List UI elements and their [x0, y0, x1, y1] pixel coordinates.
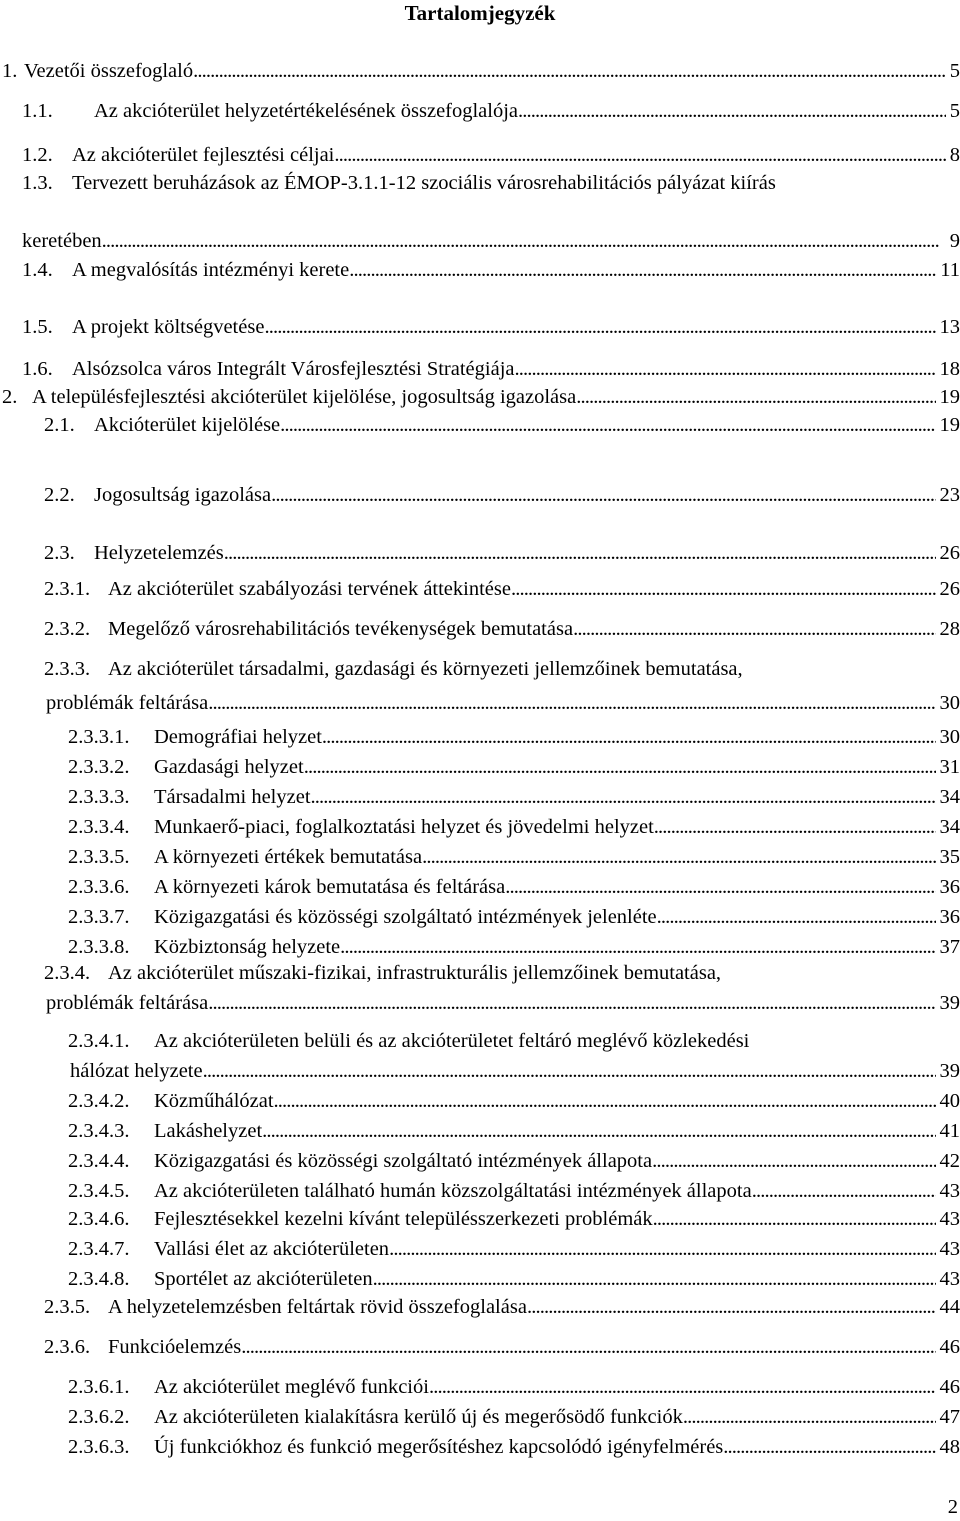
toc-entry[interactable]: [0, 1088, 960, 1118]
toc-entry[interactable]: [0, 1266, 960, 1296]
toc-entry-number: 2.3.6.2.: [68, 1406, 130, 1428]
toc-leader-dots: [505, 874, 935, 900]
toc-leader-dots: [304, 754, 936, 780]
toc-entry-title: Közműhálózat: [154, 1090, 274, 1112]
toc-entry-title: A településfejlesztési akcióterület kijelölése, jogosultság igazolása: [32, 386, 577, 408]
toc-entry-title: Társadalmi helyzet: [154, 786, 311, 808]
toc-entry[interactable]: [0, 540, 960, 570]
toc-leader-dots: [752, 1178, 936, 1204]
toc-entry[interactable]: [0, 874, 960, 904]
toc-entry-number: 2.3.4.: [44, 962, 91, 984]
toc-entry[interactable]: [0, 724, 960, 754]
toc-entry-page: 43: [939, 1268, 960, 1290]
toc-entry-page: 46: [939, 1376, 960, 1398]
toc-entry-title: A projekt költségvetése: [72, 316, 265, 338]
toc-entry-title: Új funkciókhoz és funkció megerősítéshez kapcsolódó igényfelmérés: [154, 1436, 724, 1458]
toc-leader-dots: [340, 934, 935, 960]
toc-entry[interactable]: [0, 1294, 960, 1324]
toc-entry-number: 2.3.3.7.: [68, 906, 130, 928]
toc-entry-title: Megelőző városrehabilitációs tevékenységek bemutatása: [108, 618, 574, 640]
toc-entry-title: Tervezett beruházások az ÉMOP-3.1.1-12 szociális városrehabilitációs pályázat kiírás: [72, 172, 776, 194]
toc-leader-dots: [723, 1434, 935, 1460]
toc-leader-dots: [657, 904, 936, 930]
toc-entry-page: 23: [939, 484, 960, 506]
toc-entry[interactable]: [0, 257, 960, 287]
toc-entry-page: 37: [939, 936, 960, 958]
toc-entry-page: 13: [939, 316, 960, 338]
toc-entry-title: Az akcióterület helyzetértékelésének összefoglalója: [94, 100, 519, 122]
toc-entry-page: 34: [939, 786, 960, 808]
toc-entry-number: 2.3.4.5.: [68, 1180, 130, 1202]
toc-entry-page: 11: [940, 259, 960, 281]
toc-leader-dots: [274, 1088, 936, 1114]
toc-leader-dots: [349, 257, 936, 283]
toc-leader-dots: [683, 1404, 936, 1430]
toc-entry-page: 43: [939, 1180, 960, 1202]
toc-entry[interactable]: [0, 1404, 960, 1434]
toc-entry-title: A helyzetelemzésben feltártak rövid összefoglalása: [108, 1296, 527, 1318]
toc-entry-number: 2.3.: [44, 542, 75, 564]
toc-entry-title: A környezeti értékek bemutatása: [154, 846, 423, 868]
toc-entry-page: 26: [939, 578, 960, 600]
toc-entry-page: 35: [939, 846, 960, 868]
toc-leader-dots: [515, 356, 936, 382]
toc-entry-title-continuation: problémák feltárása: [46, 692, 209, 714]
toc-leader-dots: [576, 384, 935, 410]
toc-leader-dots: [203, 1058, 936, 1084]
toc-entry-page: 48: [939, 1436, 960, 1458]
toc-entry[interactable]: [0, 1148, 960, 1178]
toc-entry-page: 46: [939, 1336, 960, 1358]
toc-entry[interactable]: [0, 784, 960, 814]
toc-entry-title: Alsózsolca város Integrált Városfejlesztési Stratégiája: [72, 358, 515, 380]
toc-entry-number: 2.3.3.: [44, 658, 91, 680]
toc-leader-dots: [652, 1148, 935, 1174]
toc-entry[interactable]: [0, 356, 960, 386]
toc-leader-dots: [527, 1294, 936, 1320]
toc-entry[interactable]: [0, 412, 960, 442]
toc-entry-number: 2.3.3.5.: [68, 846, 130, 868]
toc-entry-page: 40: [939, 1090, 960, 1112]
toc-leader-dots: [311, 784, 936, 810]
toc-entry-page: 5: [949, 100, 960, 122]
page-number: 2: [947, 1496, 958, 1518]
toc-entry-number: 2.3.3.1.: [68, 726, 130, 748]
toc-entry-title: Helyzetelemzés: [94, 542, 224, 564]
toc-entry[interactable]: [0, 314, 960, 344]
toc-entry[interactable]: [0, 656, 960, 720]
toc-entry-number: 1.1.: [22, 100, 53, 122]
toc-entry-page: 39: [939, 992, 960, 1014]
toc-leader-dots: [102, 228, 946, 254]
toc-entry-title: A megvalósítás intézményi kerete: [72, 259, 350, 281]
toc-entry-title: Demográfiai helyzet: [154, 726, 322, 748]
toc-leader-dots: [334, 142, 945, 168]
toc-entry[interactable]: [0, 1028, 960, 1088]
toc-leader-dots: [264, 314, 935, 340]
toc-leader-dots: [573, 616, 935, 642]
toc-entry[interactable]: [0, 1374, 960, 1404]
toc-entry[interactable]: [0, 1334, 960, 1364]
toc-leader-dots: [193, 58, 946, 84]
toc-leader-dots: [280, 412, 935, 438]
toc-entry[interactable]: [0, 482, 960, 512]
toc-entry-number: 2.3.6.: [44, 1336, 91, 1358]
toc-entry-number: 1.: [2, 60, 18, 82]
toc-entry-number: 2.3.5.: [44, 1296, 91, 1318]
toc-entry-title: Az akcióterület műszaki-fizikai, infrastrukturális jellemzőinek bemutatása,: [108, 962, 722, 984]
toc-entry[interactable]: [0, 1236, 960, 1266]
toc-entry-page: 36: [939, 876, 960, 898]
toc-entry[interactable]: [0, 1434, 960, 1464]
toc-entry-title: Közigazgatási és közösségi szolgáltató intézmények jelenléte: [154, 906, 657, 928]
toc-entry-page: 43: [939, 1238, 960, 1260]
toc-entry[interactable]: [0, 754, 960, 784]
toc-entry[interactable]: [0, 576, 960, 606]
toc-entry[interactable]: [0, 904, 960, 934]
toc-entry-title: Az akcióterület fejlesztési céljai: [72, 144, 335, 166]
toc-entry[interactable]: [0, 960, 960, 1020]
toc-entry-title: Funkcióelemzés: [108, 1336, 242, 1358]
toc-entry-page: 44: [939, 1296, 960, 1318]
toc-entry-number: 1.6.: [22, 358, 53, 380]
toc-entry-number: 2.3.3.3.: [68, 786, 130, 808]
toc-entry[interactable]: [0, 384, 960, 414]
toc-entry-title: Munkaerő-piaci, foglalkoztatási helyzet és jövedelmi helyzet: [154, 816, 654, 838]
toc-leader-dots: [241, 1334, 935, 1360]
toc-entry-page: 5: [949, 60, 960, 82]
toc-entry[interactable]: [0, 814, 960, 844]
toc-leader-dots: [262, 1118, 935, 1144]
toc-entry[interactable]: [0, 1178, 960, 1208]
toc-leader-dots: [224, 540, 936, 566]
toc-entry[interactable]: [0, 1118, 960, 1148]
toc-leader-dots: [518, 98, 946, 124]
toc-entry-page: 30: [939, 726, 960, 748]
toc-entry-page: 34: [939, 816, 960, 838]
toc-entry-title: Az akcióterületen található humán közszolgáltatási intézmények állapota: [154, 1180, 752, 1202]
toc-entry-title: Fejlesztésekkel kezelni kívánt településszerkezeti problémák: [154, 1208, 653, 1230]
toc-entry-title-continuation: problémák feltárása: [46, 992, 209, 1014]
toc-entry-page: 26: [939, 542, 960, 564]
toc-entry-title: Az akcióterület szabályozási tervének áttekintése: [108, 578, 511, 600]
toc-entry-title: Akcióterület kijelölése: [94, 414, 281, 436]
toc-entry-number: 2.3.4.3.: [68, 1120, 130, 1142]
toc-entry[interactable]: [0, 844, 960, 874]
toc-entry-number: 1.2.: [22, 144, 53, 166]
toc-entry-page: 31: [939, 756, 960, 778]
toc-entry-title-continuation: keretében: [22, 230, 102, 252]
toc-entry[interactable]: [0, 98, 960, 128]
toc-leader-dots: [653, 1206, 936, 1232]
toc-entry[interactable]: [0, 58, 960, 88]
toc-entry-page: 19: [939, 414, 960, 436]
toc-leader-dots: [373, 1266, 936, 1292]
toc-entry-page: 28: [939, 618, 960, 640]
toc-entry-title: Vallási élet az akcióterületen: [154, 1238, 390, 1260]
toc-entry-number: 2.3.3.2.: [68, 756, 130, 778]
toc-entry-number: 2.3.4.4.: [68, 1150, 130, 1172]
toc-entry-title: Vezetői összefoglaló: [24, 60, 194, 82]
toc-entry-page: 18: [939, 358, 960, 380]
toc-entry-number: 2.3.4.7.: [68, 1238, 130, 1260]
toc-entry-page: 19: [939, 386, 960, 408]
toc-entry-page: 36: [939, 906, 960, 928]
toc-entry-page: 41: [939, 1120, 960, 1142]
toc-leader-dots: [654, 814, 936, 840]
toc-entry-title: Jogosultság igazolása: [94, 484, 272, 506]
toc-entry-number: 2.1.: [44, 414, 75, 436]
toc-entry-number: 2.3.3.8.: [68, 936, 130, 958]
toc-leader-dots: [322, 724, 936, 750]
toc-entry-number: 2.3.4.6.: [68, 1208, 130, 1230]
toc-entry-number: 2.3.3.6.: [68, 876, 130, 898]
toc-entry-title: Közbiztonság helyzete: [154, 936, 341, 958]
toc-entry-page: 43: [939, 1208, 960, 1230]
toc-entry-number: 2.3.6.3.: [68, 1436, 130, 1458]
toc-entry-title: Az akcióterületen belüli és az akcióterületet feltáró meglévő közlekedési: [154, 1030, 750, 1052]
toc-entry[interactable]: [0, 142, 960, 172]
toc-leader-dots: [511, 576, 936, 602]
toc-entry-title: Sportélet az akcióterületen: [154, 1268, 373, 1290]
toc-entry-title: Az akcióterület meglévő funkciói: [154, 1376, 429, 1398]
toc-title: Tartalomjegyzék: [404, 1, 556, 25]
toc-entry-number: 1.4.: [22, 259, 53, 281]
toc-entry-title: Közigazgatási és közösségi szolgáltató intézmények állapota: [154, 1150, 653, 1172]
toc-leader-dots: [271, 482, 935, 508]
toc-entry-number: 2.3.4.8.: [68, 1268, 130, 1290]
toc-entry[interactable]: [0, 170, 960, 258]
toc-entry-number: 2.3.3.4.: [68, 816, 130, 838]
toc-entry-page: 8: [949, 144, 960, 166]
toc-entry-number: 1.5.: [22, 316, 53, 338]
toc-entry[interactable]: [0, 1206, 960, 1236]
toc-entry-number: 1.3.: [22, 172, 53, 194]
toc-entry-title: Az akcióterület társadalmi, gazdasági és környezeti jellemzőinek bemutatása,: [108, 658, 743, 680]
toc-entry-page: 47: [939, 1406, 960, 1428]
toc-entry-number: 2.2.: [44, 484, 75, 506]
toc-leader-dots: [429, 1374, 936, 1400]
toc-entry-number: 2.3.4.2.: [68, 1090, 130, 1112]
toc-entry-number: 2.3.4.1.: [68, 1030, 130, 1052]
toc-leader-dots: [389, 1236, 935, 1262]
toc-entry-page: 30: [939, 692, 960, 714]
toc-entry-page: 9: [949, 230, 960, 252]
toc-leader-dots: [208, 690, 935, 716]
toc-entry-number: 2.3.2.: [44, 618, 91, 640]
toc-entry-number: 2.3.1.: [44, 578, 91, 600]
toc-entry-title: Az akcióterületen kialakításra kerülő új és megerősödő funkciók: [154, 1406, 683, 1428]
toc-entry-title: Gazdasági helyzet: [154, 756, 304, 778]
toc-entry-page: 39: [939, 1060, 960, 1082]
toc-leader-dots: [208, 990, 935, 1016]
toc-entry[interactable]: [0, 616, 960, 646]
toc-leader-dots: [422, 844, 935, 870]
toc-entry-number: 2.: [2, 386, 18, 408]
toc-entry-title: A környezeti károk bemutatása és feltárása: [154, 876, 506, 898]
toc-entry-number: 2.3.6.1.: [68, 1376, 130, 1398]
toc-entry-page: 42: [939, 1150, 960, 1172]
toc-entry-title-continuation: hálózat helyzete: [70, 1060, 203, 1082]
toc-entry-title: Lakáshelyzet: [154, 1120, 263, 1142]
